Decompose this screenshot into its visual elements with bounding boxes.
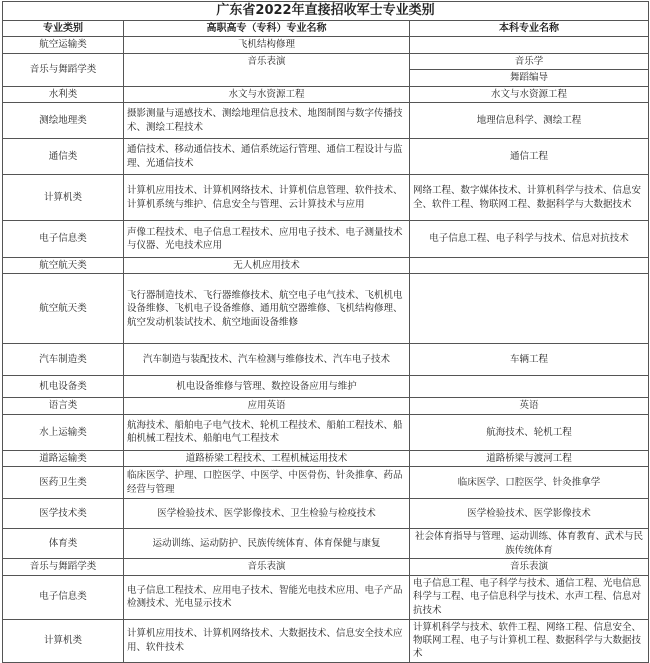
category-cell: 医学技术类: [3, 499, 124, 529]
table-row: [3, 559, 649, 575]
undergrad-cell: 电子信息工程、电子科学与技术、通信工程、光电信息科学与工程、电子信息科学与技术、水声工程、信息对抗技术: [410, 575, 649, 619]
undergrad-cell: [410, 258, 649, 274]
table-row: [3, 103, 649, 139]
category-cell: 道路运输类: [3, 450, 124, 466]
table-row: [3, 37, 649, 53]
vocational-cell: 飞机结构修理: [124, 37, 410, 53]
category-cell: 航空运输类: [3, 37, 124, 53]
vocational-cell: 摄影测量与遥感技术、测绘地理信息技术、地图制图与数字传播技术、测绘工程技术: [124, 103, 410, 139]
undergrad-cell: 音乐表演: [410, 559, 649, 575]
vocational-cell: 计算机应用技术、计算机网络技术、计算机信息管理、软件技术、计算机系统与维护、信息安全与管理、云计算技术与应用: [124, 175, 410, 221]
table-row: [3, 274, 649, 344]
category-cell: 测绘地理类: [3, 103, 124, 139]
undergrad-cell: 网络工程、数字媒体技术、计算机科学与技术、信息安全、软件工程、物联网工程、数据科学与大数据技术: [410, 175, 649, 221]
table-row: [3, 575, 649, 619]
vocational-cell: 应用英语: [124, 398, 410, 414]
vocational-cell: 航海技术、船舶电子电气技术、轮机工程技术、船舶工程技术、船舶机械工程技术、船舶电气工程技术: [124, 414, 410, 450]
undergrad-cell: [410, 274, 649, 344]
vocational-cell: 道路桥梁工程技术、工程机械运用技术: [124, 450, 410, 466]
undergrad-cell: 车辆工程: [410, 344, 649, 376]
table-row: [3, 619, 649, 662]
category-cell: 水利类: [3, 86, 124, 102]
undergrad-cell: 航海技术、轮机工程: [410, 414, 649, 450]
category-cell: 音乐与舞蹈学类: [3, 559, 124, 575]
table-row: [3, 499, 649, 529]
vocational-cell: 飞行器制造技术、飞行器维修技术、航空电子电气技术、飞机机电设备维修、飞机电子设备维修、通用航空器维修、飞机结构修理、航空发动机装试技术、航空地面设备维修: [124, 274, 410, 344]
table-row: [3, 414, 649, 450]
undergrad-cell: 道路桥梁与渡河工程: [410, 450, 649, 466]
table-row: [3, 376, 649, 398]
table-row: [3, 467, 649, 499]
header-undergraduate: 本科专业名称: [410, 21, 649, 37]
category-cell: 通信类: [3, 139, 124, 175]
vocational-cell: 计算机应用技术、计算机网络技术、大数据技术、信息安全技术应用、软件技术: [124, 619, 410, 662]
undergrad-cell: 电子信息工程、电子科学与技术、信息对抗技术: [410, 221, 649, 258]
military-major-table: [2, 1, 649, 663]
vocational-cell: 汽车制造与装配技术、汽车检测与维修技术、汽车电子技术: [124, 344, 410, 376]
table-row: [3, 258, 649, 274]
vocational-cell: 通信技术、移动通信技术、通信系统运行管理、通信工程设计与监理、光通信技术: [124, 139, 410, 175]
table-row: [3, 139, 649, 175]
category-cell: 电子信息类: [3, 575, 124, 619]
undergrad-cell: 通信工程: [410, 139, 649, 175]
table-row: [3, 86, 649, 102]
category-cell: 电子信息类: [3, 221, 124, 258]
table-row: [3, 221, 649, 258]
undergrad-cell: 社会体育指导与管理、运动训练、体育教育、武术与民族传统体育: [410, 529, 649, 559]
category-cell: 计算机类: [3, 619, 124, 662]
undergrad-cell: 医学检验技术、医学影像技术: [410, 499, 649, 529]
header-vocational: 高职高专（专科）专业名称: [124, 21, 410, 37]
category-cell: 汽车制造类: [3, 344, 124, 376]
header-category: 专业类别: [3, 21, 124, 37]
category-cell: 航空航天类: [3, 274, 124, 344]
undergrad-cell: 地理信息科学、测绘工程: [410, 103, 649, 139]
undergrad-cell: [410, 37, 649, 53]
category-cell: 机电设备类: [3, 376, 124, 398]
category-cell: 水上运输类: [3, 414, 124, 450]
vocational-cell: 水文与水资源工程: [124, 86, 410, 102]
undergrad-cell: 计算机科学与技术、软件工程、网络工程、信息安全、物联网工程、电子与计算机工程、数据科学与大数据技术: [410, 619, 649, 662]
undergrad-cell: [410, 376, 649, 398]
category-cell: 医药卫生类: [3, 467, 124, 499]
vocational-cell: 机电设备维修与管理、数控设备应用与维护: [124, 376, 410, 398]
undergrad-cell: 英语: [410, 398, 649, 414]
undergrad-cell: 舞蹈编导: [410, 70, 649, 86]
category-cell: 音乐与舞蹈学类: [3, 53, 124, 86]
undergrad-cell: 临床医学、口腔医学、针灸推拿学: [410, 467, 649, 499]
vocational-cell: 声像工程技术、电子信息工程技术、应用电子技术、电子测量技术与仪器、光电技术应用: [124, 221, 410, 258]
table-title: 广东省2022年直接招收军士专业类别: [3, 2, 649, 21]
undergrad-cell: 音乐学: [410, 53, 649, 69]
undergrad-cell: 水文与水资源工程: [410, 86, 649, 102]
vocational-cell: 音乐表演: [124, 53, 410, 86]
vocational-cell: 运动训练、运动防护、民族传统体育、体育保健与康复: [124, 529, 410, 559]
category-cell: 语言类: [3, 398, 124, 414]
vocational-cell: 电子信息工程技术、应用电子技术、智能光电技术应用、电子产品检测技术、光电显示技术: [124, 575, 410, 619]
table-row: [3, 175, 649, 221]
table-row: [3, 398, 649, 414]
table-row: [3, 53, 649, 69]
table-row: [3, 450, 649, 466]
category-cell: 计算机类: [3, 175, 124, 221]
vocational-cell: 临床医学、护理、口腔医学、中医学、中医骨伤、针灸推拿、药品经营与管理: [124, 467, 410, 499]
category-cell: 体育类: [3, 529, 124, 559]
category-cell: 航空航天类: [3, 258, 124, 274]
vocational-cell: 无人机应用技术: [124, 258, 410, 274]
table-row: [3, 344, 649, 376]
vocational-cell: 医学检验技术、医学影像技术、卫生检验与检疫技术: [124, 499, 410, 529]
table-row: [3, 529, 649, 559]
vocational-cell: 音乐表演: [124, 559, 410, 575]
